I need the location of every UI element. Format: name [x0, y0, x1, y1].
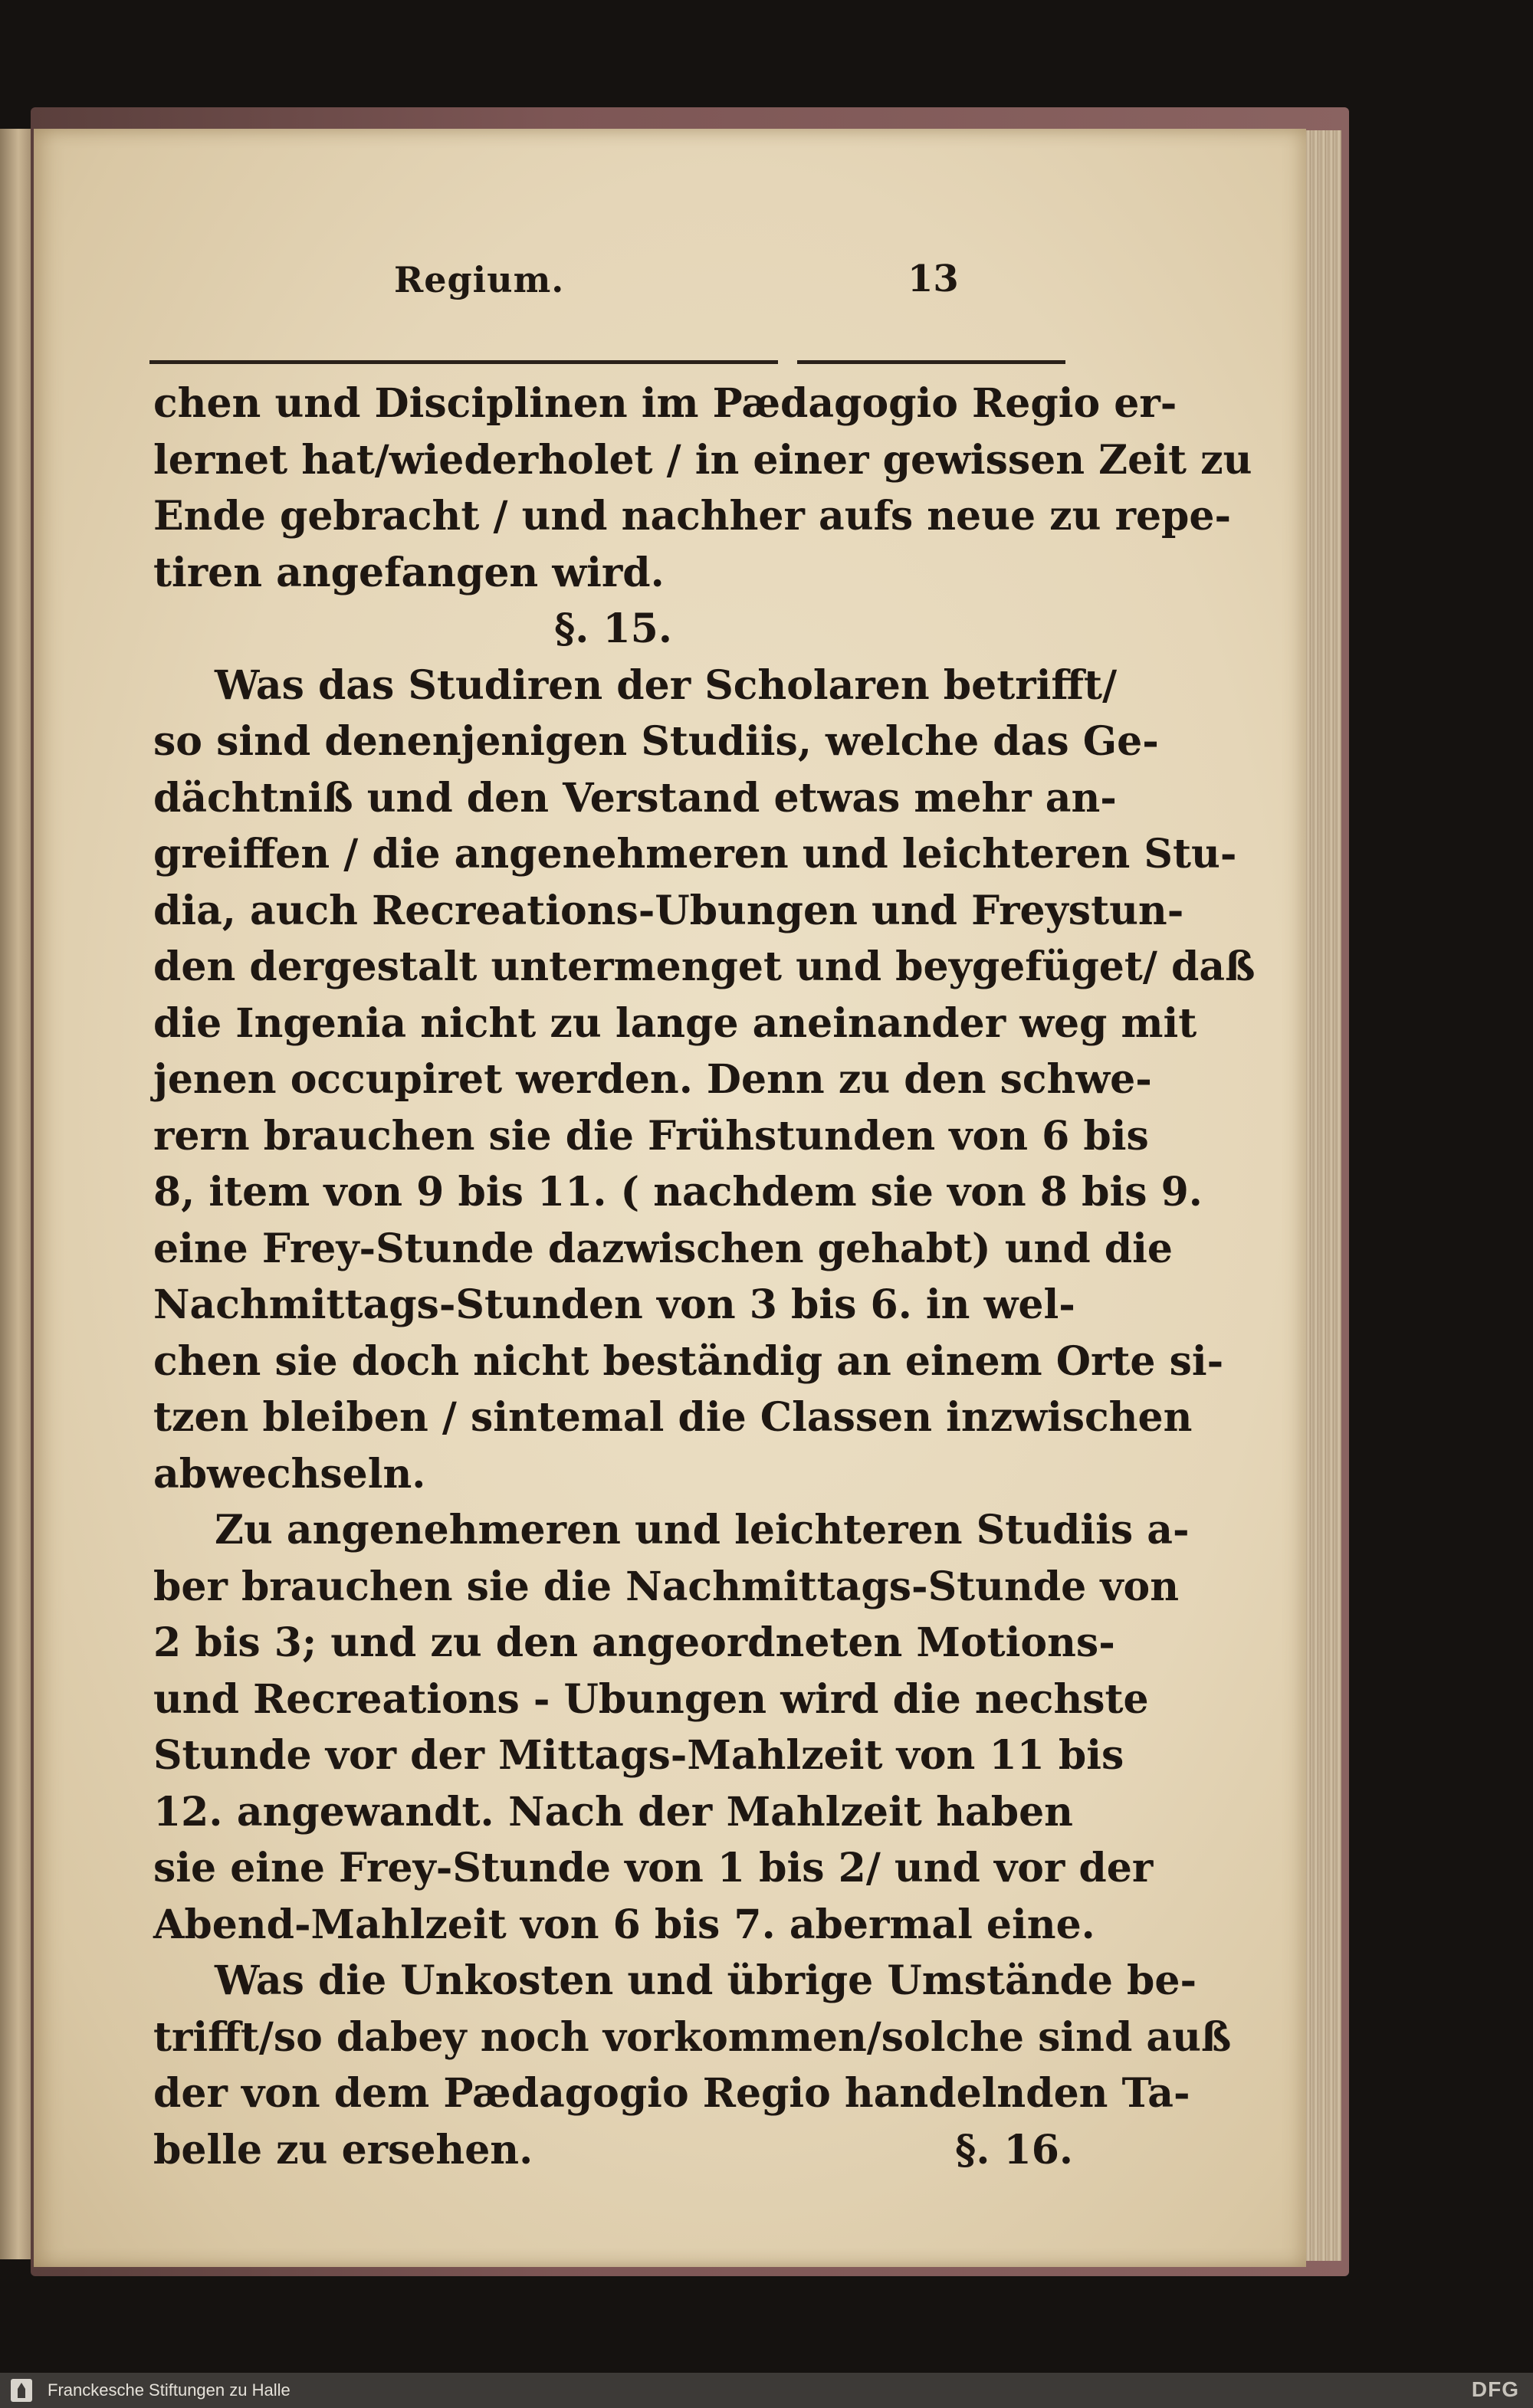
text-line: Stunde vor der Mittags-Mahlzeit von 11 bis: [153, 1732, 1124, 1779]
text-line: so sind denenjenigen Studiis, welche das Ge-: [153, 718, 1159, 765]
text-line: 8, item von 9 bis 11. ( nachdem sie von 8 bis 9.: [153, 1169, 1203, 1215]
text-line: chen und Disciplinen im Pædagogio Regio er-: [153, 380, 1177, 427]
text-line: ber brauchen sie die Nachmittags-Stunde von: [153, 1563, 1180, 1610]
text-line: abwechseln.: [153, 1450, 426, 1498]
text-line: greiffen / die angenehmeren und leichteren Stu-: [153, 831, 1237, 878]
text-line: Ende gebracht / und nachher aufs neue zu repe-: [153, 493, 1232, 540]
text-line: dächtniß und den Verstand etwas mehr an-: [153, 774, 1117, 822]
text-line: jenen occupiret werden. Denn zu den schwe-: [153, 1056, 1152, 1103]
text-line: rern brauchen sie die Frühstunden von 6 bis: [153, 1112, 1149, 1160]
institution-name: Franckesche Stiftungen zu Halle: [48, 2380, 291, 2400]
catchword: §. 16.: [955, 2126, 1073, 2173]
text-line: eine Frey-Stunde dazwischen gehabt) und die: [153, 1225, 1173, 1272]
text-line: chen sie doch nicht beständig an einem Orte si-: [153, 1337, 1224, 1385]
text-line: Abend-Mahlzeit von 6 bis 7. abermal eine.: [153, 1901, 1095, 1948]
text-line: Was das Studiren der Scholaren betrifft/: [215, 661, 1118, 709]
text-line: 2 bis 3; und zu den angeordneten Motions-: [153, 1619, 1115, 1666]
text-line: dia, auch Recreations-Ubungen und Freystun-: [153, 887, 1184, 934]
dfg-logo: DFG: [1471, 2377, 1519, 2401]
body-text: [153, 376, 1256, 2178]
text-line: der von dem Pædagogio Regio handelnden Ta-: [153, 2070, 1190, 2117]
page-number: 13: [908, 258, 959, 300]
text-line: trifft/so dabey noch vorkommen/solche sind auß: [153, 2013, 1232, 2061]
header-rule-left: [149, 360, 778, 364]
text-line: tzen bleiben / sintemal die Classen inzwischen: [153, 1394, 1193, 1441]
text-line: Nachmittags-Stunden von 3 bis 6. in wel-: [153, 1281, 1075, 1328]
text-line: die Ingenia nicht zu lange aneinander weg mit: [153, 999, 1197, 1047]
text-line: 12. angewandt. Nach der Mahlzeit haben: [153, 1788, 1073, 1836]
text-line: Was die Unkosten und übrige Umstände be-: [215, 1957, 1197, 2004]
text-line: belle zu ersehen.: [153, 2126, 533, 2173]
section-heading: §. 15.: [554, 605, 672, 652]
left-page-edge: [0, 129, 31, 2259]
text-line: den dergestalt untermenget und beygefüget/ daß: [153, 943, 1256, 990]
text-line: und Recreations - Ubungen wird die nechste: [153, 1675, 1149, 1723]
last-line: [153, 2122, 1073, 2179]
text-line: Zu angenehmeren und leichteren Studiis a-: [215, 1507, 1190, 1553]
running-title: Regium.: [394, 259, 565, 300]
institution-logo-icon: [11, 2379, 32, 2402]
text-line: sie eine Frey-Stunde von 1 bis 2/ und vor der: [153, 1845, 1154, 1891]
text-line: tiren angefangen wird.: [153, 549, 665, 596]
header-rule-right: [797, 360, 1065, 364]
text-line: lernet hat/wiederholet / in einer gewissen Zeit zu: [153, 436, 1252, 484]
